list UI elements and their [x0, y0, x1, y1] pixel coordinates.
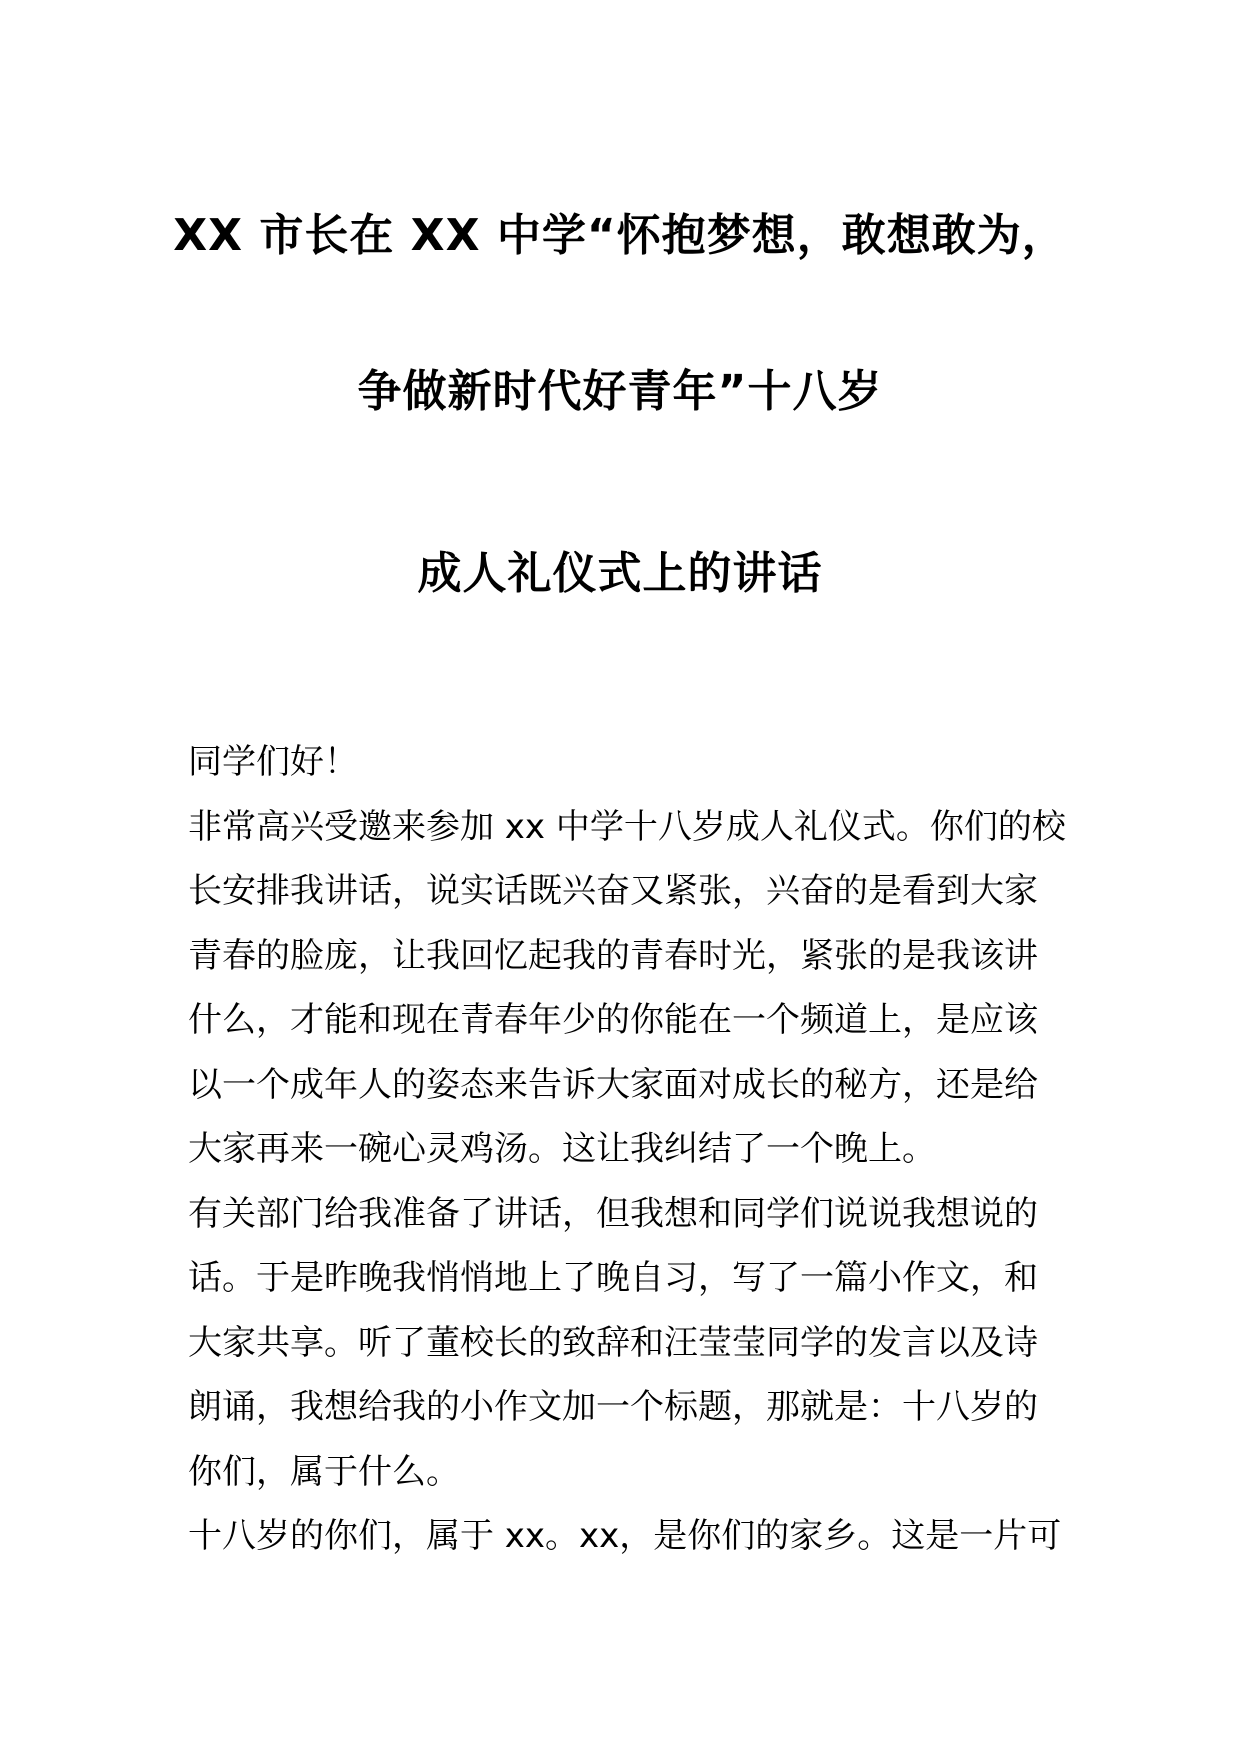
body-line: 非常高兴受邀来参加 xx 中学十八岁成人礼仪式。你们的校: [188, 806, 1066, 847]
body-line: 大家共享。听了董校长的致辞和汪莹莹同学的发言以及诗: [188, 1322, 1038, 1363]
body-line: 朗诵，我想给我的小作文加一个标题，那就是：十八岁的: [188, 1387, 1038, 1427]
body-line-greeting: 同学们好！: [188, 742, 358, 782]
body-line: 你们，属于什么。: [188, 1451, 460, 1492]
body-line: 十八岁的你们，属于 xx。xx，是你们的家乡。这是一片可: [188, 1516, 1062, 1556]
body-line: 什么，才能和现在青春年少的你能在一个频道上，是应该: [188, 1000, 1038, 1040]
body-line: 以一个成年人的姿态来告诉大家面对成长的秘方，还是给: [188, 1064, 1038, 1105]
body-line: 有关部门给我准备了讲话，但我想和同学们说说我想说的: [188, 1193, 1038, 1234]
document-body: [188, 730, 1066, 1569]
body-line: 长安排我讲话，说实话既兴奋又紧张，兴奋的是看到大家: [188, 871, 1038, 911]
body-line: 话。于是昨晚我悄悄地上了晚自习，写了一篇小作文，和: [188, 1258, 1038, 1298]
body-line: 青春的脸庞，让我回忆起我的青春时光，紧张的是我该讲: [188, 935, 1038, 976]
document-title-line-2: 争做新时代好青年”十八岁: [357, 366, 883, 417]
body-line: 大家再来一碗心灵鸡汤。这让我纠结了一个晚上。: [188, 1129, 936, 1169]
document-title-line-1: XX 市长在 XX 中学“怀抱梦想，敢想敢为，: [173, 210, 1067, 261]
document-title-line-3: 成人礼仪式上的讲话: [417, 548, 823, 599]
